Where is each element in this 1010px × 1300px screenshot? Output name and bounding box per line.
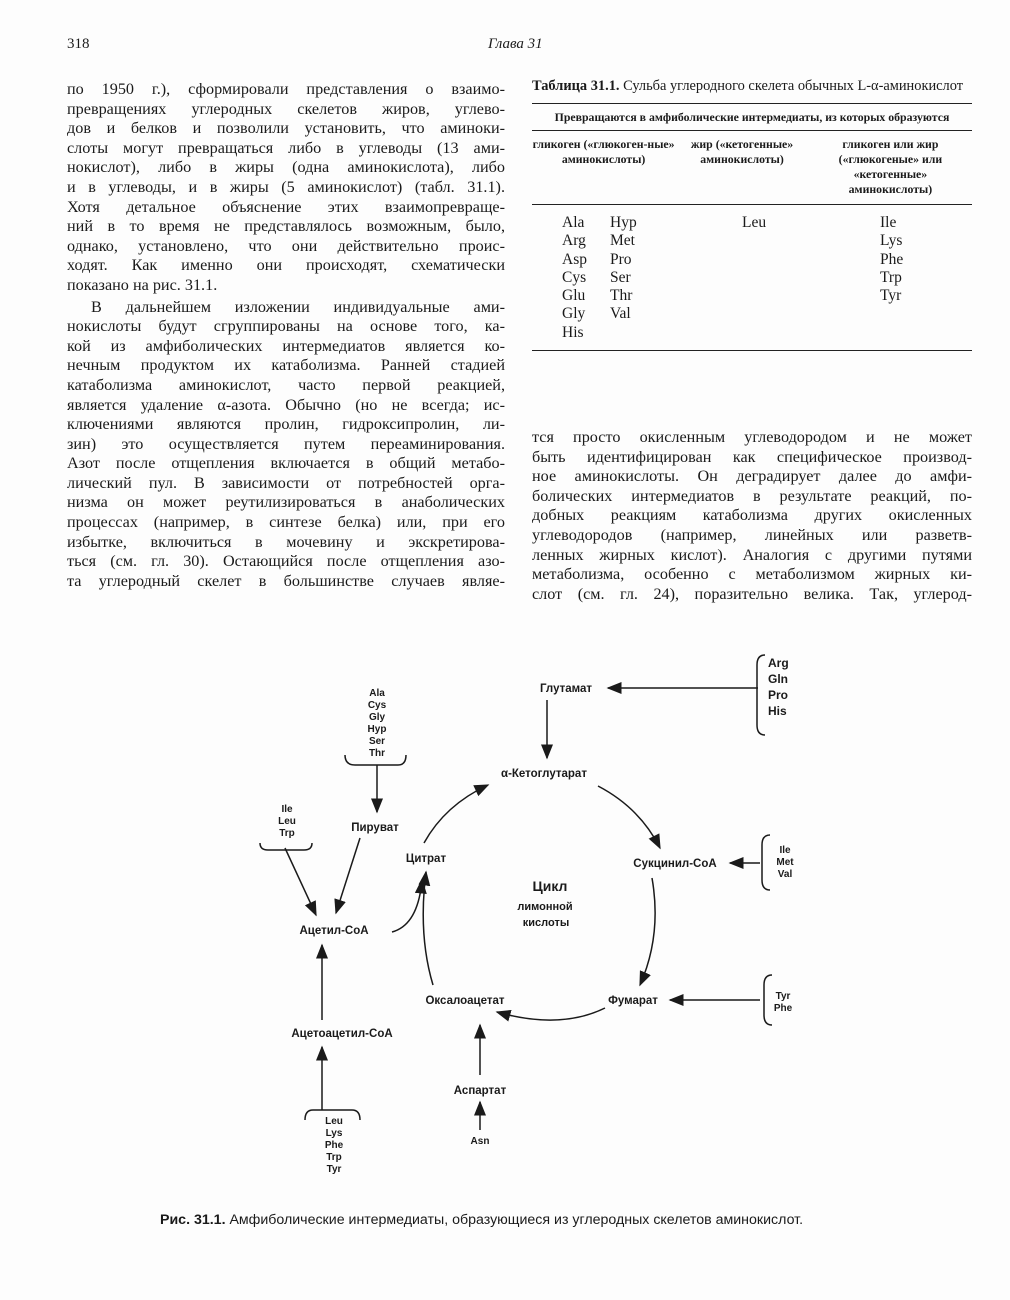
- text-line: и в углеводы, и в жиры (5 аминокислот) (табл. 31.1).: [67, 177, 505, 196]
- text-line: процессах (например, в синтезе белка) или, при его: [67, 513, 505, 532]
- text-line: превращениях углеродных скелетов жиров, углево-: [67, 99, 505, 118]
- text-line: Хотя детальное объяснение этих взаимопревраще-: [67, 197, 505, 216]
- text-line: по 1950 г.), сформировали представления о взаимо-: [67, 80, 505, 98]
- text-line: является удаление α-азота. Обычно (но не всегда; ис-: [67, 395, 505, 414]
- running-header: Глава 31: [488, 36, 543, 52]
- amino-acid: Val: [610, 305, 631, 323]
- node-acetoacetyl-coa: Ацетоацетил-CoA: [291, 1028, 393, 1040]
- node-oxaloacetate: Оксалоацетат: [425, 995, 505, 1007]
- amino-acid-label: Thr: [368, 748, 386, 759]
- amino-acid: His: [562, 323, 584, 341]
- cycle-label: кислоты: [522, 917, 570, 929]
- text-line: ленных жирных кислот). Аналогия с другими путями: [532, 545, 972, 564]
- text-line: добных реакциям катаболизма других окисленных: [532, 506, 972, 525]
- col-header-both: гликоген или жир («глюкогеные» или «кетогенные» аминокислоты): [838, 137, 943, 196]
- amino-acid-label: Tyr: [775, 991, 791, 1002]
- text-line: избытке, включиться в мочевину и экскретирова-: [67, 532, 505, 551]
- amino-acid: Thr: [610, 287, 633, 305]
- amino-acid-label: Hyp: [367, 724, 387, 735]
- amino-acid-label: Val: [777, 869, 793, 880]
- amino-acid-label: Pro: [768, 688, 789, 702]
- amino-acid-label: Trp: [326, 1152, 342, 1163]
- node-aspartate: Аспартат: [453, 1085, 507, 1097]
- figure-caption: Рис. 31.1. Амфиболические интермедиаты, образующиеся из углеродных скелетов аминокислот.: [160, 1212, 804, 1228]
- amino-acid: Gly: [562, 305, 586, 323]
- amino-acid-label: Arg: [768, 656, 789, 670]
- text-line: нечным продуктом их катаболизма. Ранней стадией: [67, 356, 505, 375]
- text-line: зин) это осуществляется путем переаминирования.: [67, 434, 505, 453]
- amino-acid: Ser: [610, 268, 631, 286]
- amino-acid-label: Ile: [779, 845, 791, 856]
- amino-acid-label: Ser: [368, 736, 386, 747]
- node-alpha-ketoglutarate: α-Кетоглутарат: [501, 768, 587, 780]
- amino-acid: Pro: [610, 250, 632, 268]
- asn-label: Asn: [470, 1136, 490, 1147]
- text-line: ное аминокислоты. Он деградирует далее до амфи-: [532, 467, 972, 486]
- text-line: низма он может реутилизироваться в анаболических: [67, 493, 505, 512]
- text-line: слоты могут превращаться либо в углеводы (13 ами-: [67, 138, 505, 157]
- amino-acid-label: Lys: [325, 1128, 343, 1139]
- table-super-header: Превращаются в амфиболические интермедиаты, из которых образуются: [554, 110, 950, 124]
- amino-acid: Leu: [742, 214, 767, 231]
- text-line: метаболизма, особенно с метаболизмом жирных ки-: [532, 565, 972, 584]
- text-line: однако, установлено, что они действительно проис-: [67, 236, 505, 255]
- amino-acid-label: Phe: [324, 1140, 344, 1151]
- amino-acid-label: Phe: [773, 1003, 793, 1014]
- amino-acid: Glu: [562, 287, 586, 305]
- text-line: показано на рис. 31.1.: [67, 275, 218, 294]
- node-glutamate: Глутамат: [539, 683, 593, 695]
- amino-acid: Trp: [880, 268, 902, 286]
- text-line: катаболизма аминокислот, часто первой реакцией,: [67, 375, 505, 394]
- amino-acid-label: Trp: [279, 828, 295, 839]
- amino-acid: Cys: [562, 268, 587, 286]
- text-line: углеводородов (например, линейных или разветв-: [532, 525, 972, 544]
- amino-acid: Hyp: [610, 214, 637, 231]
- node-acetyl-coa: Ацетил-CoA: [299, 925, 369, 937]
- text-line: болических интермедиатов в результате реакций, по-: [532, 486, 972, 505]
- node-fumarate: Фумарат: [608, 995, 658, 1007]
- page-number: 318: [67, 36, 90, 52]
- amino-acid: Ala: [562, 214, 585, 231]
- text-line: дов и белков и позволили установить, что аминоки-: [67, 119, 505, 138]
- amino-acid-label: Ile: [281, 804, 293, 815]
- text-line: В дальнейшем изложении индивидуальные ами-: [91, 297, 505, 316]
- text-line: быть идентифицирован как специфическое производ-: [532, 447, 972, 466]
- col-header-glucogenic: гликоген («глюкоген-ные» аминокислоты): [532, 137, 675, 166]
- amino-acid-label: Gln: [768, 672, 788, 686]
- amino-acid: Phe: [880, 250, 904, 268]
- amino-acid-label: Tyr: [326, 1164, 342, 1175]
- node-pyruvate: Пируват: [351, 822, 399, 834]
- amino-acid-label: Cys: [367, 700, 387, 711]
- text-line: ходят. Как именно они происходят, схематически: [67, 256, 505, 275]
- amino-acid: Lys: [880, 232, 903, 250]
- amino-acid: Arg: [562, 232, 586, 250]
- amino-acid: Ile: [880, 214, 897, 231]
- text-line: та углеродный скелет в большинстве случаев являе-: [67, 571, 505, 590]
- text-line: нокислот), либо в жиры (одна аминокислота), либо: [67, 158, 505, 177]
- table-caption: Таблица 31.1. Сульба углеродного скелета обычных L-α-аминокислот: [532, 78, 964, 94]
- amino-acid: Met: [610, 232, 635, 250]
- text-line: кой из амфиболических интермедиатов является ко-: [67, 336, 505, 355]
- arrows: [260, 655, 772, 1130]
- text-line: Азот после отщепления включается в общий метабо-: [67, 454, 505, 473]
- cycle-label: Цикл: [532, 878, 568, 894]
- text-line: ключениями являются пролин, гидроксипролин, ли-: [67, 415, 505, 434]
- amino-acid-label: Ala: [369, 688, 385, 699]
- col-header-ketogenic: жир («кетогенные» аминокислоты): [690, 137, 794, 166]
- amino-acid-label: Met: [776, 857, 794, 868]
- amino-acid-label: Gly: [368, 712, 386, 723]
- text-line: слот (см. гл. 24), поразительно велика. Так, углерод-: [532, 584, 972, 603]
- amino-acid-label: Leu: [325, 1116, 343, 1127]
- text-line: ний в то время не представлялось возможным, было,: [67, 217, 505, 236]
- text-line: тся просто окисленным углеводородом и не может: [532, 428, 972, 446]
- text-line: лический пул. В зависимости от потребностей орга-: [67, 473, 505, 492]
- node-succinyl-coa: Сукцинил-CoA: [633, 858, 717, 870]
- text-line: ться (см. гл. 30). Остающийся после отщепления азо-: [67, 552, 505, 571]
- amino-acid: Asp: [562, 250, 587, 268]
- amino-acid: Tyr: [880, 287, 902, 305]
- amino-acid-label: Leu: [278, 816, 296, 827]
- amino-acid-label: His: [768, 704, 787, 718]
- node-citrate: Цитрат: [405, 853, 447, 865]
- cycle-label: лимонной: [517, 901, 573, 913]
- text-line: нокислоты будут сгруппированы на основе того, ка-: [67, 317, 505, 336]
